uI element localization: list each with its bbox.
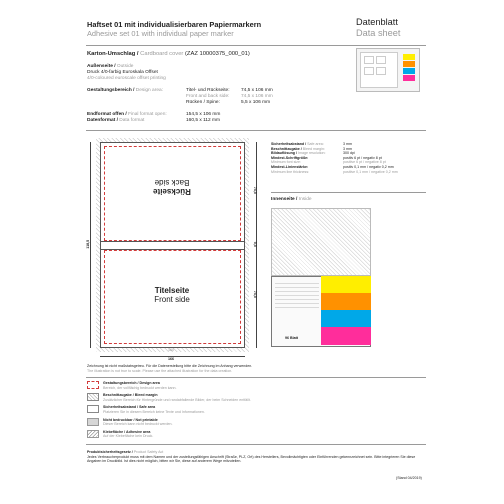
dim-right-mid: 5,5	[252, 241, 257, 247]
legend-design-area: Gestaltungsbereich / Design area Bereich, der vollflächig bedruckt werden kann.	[87, 381, 287, 390]
datasheet-label-en: Data sheet	[356, 28, 401, 38]
product-thumbnail	[356, 48, 420, 92]
inside-wavy-area	[275, 280, 319, 308]
spine-bottom-line	[100, 249, 245, 250]
document-title: Haftset 01 mit individualisierbaren Papiermarkern	[87, 20, 262, 29]
dim-bottom-inner: 160	[168, 348, 174, 352]
section-title: Karton-Umschlag / Cardboard cover (ZAZ 10000375_000_01)	[87, 51, 250, 57]
front-side-label: Titelseite Front side	[154, 286, 190, 304]
cover-diagram	[86, 138, 266, 364]
dim-right-top: 74,5	[252, 186, 257, 194]
marker-orange	[321, 293, 371, 310]
legend	[87, 381, 287, 439]
inside-not-printable	[271, 208, 371, 276]
marker-blue	[321, 310, 371, 327]
legend-adhesive: Klebefläche / Adhesive area Auf der Klebefläche kein Druck.	[87, 430, 287, 439]
document-subtitle: Adhesive set 01 with individual paper marker	[87, 29, 234, 38]
design-area-spec: Gestaltungsbereich / Design area:	[87, 88, 163, 93]
scale-note: Zeichnung ist nicht maßstabsgetreu. Für die Datenerstellung bitte die Zeichnung im Anhang verwenden. The illustration is not true to scale. Please use the attached illustration for the data creation.	[87, 364, 253, 373]
dim-left: 118,5	[86, 239, 91, 249]
legend-safe-area: Sicherheitsabstand / Safe area Platzieren Sie in diesem Bereich keine Texte und Informationen.	[87, 405, 287, 414]
safety-specs: Sicherheitsabstand / Safe area: 3 mm Beschnittzugabe / Bleed margin: 3 mm Bildauflösung / Image resolution: 300 dpi Mindest-Schriftgröße: positiv 6 pt / negativ 8 pt Minimum font size: positive 6 pt / negative 8 pt Mindest-Linienstärke: positiv 0,1 mm / negativ 0,2 mm Minimum line thickness: positive 0,1 mm / negative 0,2 mm	[271, 142, 398, 174]
inside-diagram	[271, 208, 403, 351]
marker-yellow	[321, 276, 371, 293]
legend-not-printable: Nicht bedruckbar / Not printable Dieser Bereich kann nicht bedruckt werden.	[87, 418, 287, 427]
back-side-label: Rückseite Back side	[153, 178, 191, 196]
legend-bleed: Beschnittzugabe / Bleed margin Zusätzlicher Bereich für Hintergründe und randabfallende Bilder, der beim Schneiden entfällt.	[87, 393, 287, 402]
design-area-rows: Titel- und Rückseite: 74,5 x 106 mm Front and back side: 74,5 x 106 mm Rücken / Spine: 5,5 x 106 mm	[186, 88, 273, 106]
marker-pink	[321, 327, 371, 345]
dim-bottom: 166	[168, 357, 174, 361]
dim-right-bottom: 74,5	[252, 290, 257, 298]
final-format-spec: Endformat offen / Final format open: 154,5 x 106 mm Datenformat / Data format 160,5 x 112 mm	[87, 112, 221, 124]
datasheet-label: Datenblatt	[356, 17, 398, 27]
spine-top-line	[100, 241, 245, 242]
product-safety-note: Produktsicherheitsgesetz / Product Safety Act Jedes Verbraucherprodukt muss mit dem Namen und der zustellungsfähigen Anschrift (Straße, PLZ, Ort) des Herstellers, Bevollmächtigten oder Einführenden gekennzeichnet sein. Bitte integrieren Sie diese Angaben im Druckbild. Ist dies nicht möglich, bitten wir Sie, diese auf anderem Wege mitzuteilen.	[87, 450, 416, 464]
revision-stamp: (Stand 04/2019)	[396, 476, 422, 480]
inside-label: Innenseite / Inside	[271, 197, 312, 202]
marker-count-label: 96 Blatt	[285, 336, 298, 340]
outside-spec: Außenseite / Outside Druck 4/0-farbig Euroskala Offset 4/0-coloured euroscale offset printing	[87, 64, 166, 82]
